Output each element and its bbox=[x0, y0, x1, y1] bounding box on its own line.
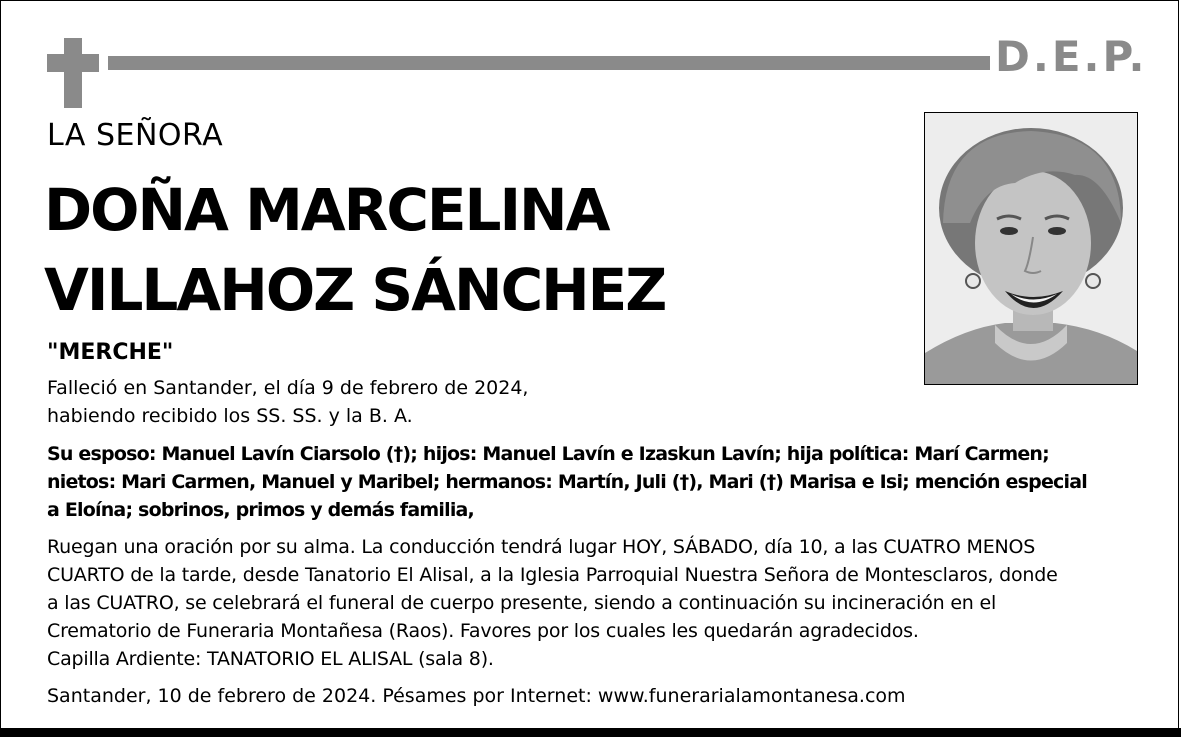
portrait-icon bbox=[925, 113, 1137, 384]
family-line: Su esposo: Manuel Lavín Ciarsolo (†); hijos: Manuel Lavín e Izaskun Lavín; hija política: Marí Carmen; bbox=[47, 443, 1049, 465]
nickname: "MERCHE" bbox=[47, 340, 174, 365]
service-details bbox=[47, 533, 1137, 673]
family-list bbox=[47, 440, 1137, 524]
death-notice bbox=[47, 374, 607, 430]
name-line-1: DOÑA MARCELINA bbox=[44, 176, 609, 244]
cross-icon bbox=[47, 38, 99, 108]
death-notice-line: Falleció en Santander, el día 9 de febrero de 2024, bbox=[47, 377, 529, 399]
service-line: Crematorio de Funeraria Montañesa (Raos). Favores por los cuales les quedarán agradecidos. bbox=[47, 620, 919, 642]
honorific: LA SEÑORA bbox=[47, 118, 224, 153]
header-rule bbox=[108, 56, 990, 70]
bottom-rule bbox=[0, 728, 1181, 737]
death-notice-line: habiendo recibido los SS. SS. y la B. A. bbox=[47, 405, 413, 427]
dep-label: D.E.P. bbox=[995, 32, 1148, 81]
footer-line: Santander, 10 de febrero de 2024. Pésames por Internet: www.funerarialamontanesa.com bbox=[47, 685, 906, 707]
service-line: Ruegan una oración por su alma. La conducción tendrá lugar HOY, SÁBADO, día 10, a las CUATRO MENOS bbox=[47, 536, 1036, 558]
family-line: a Eloína; sobrinos, primos y demás familia, bbox=[47, 499, 474, 521]
portrait-photo bbox=[924, 112, 1138, 385]
service-line: CUARTO de la tarde, desde Tanatorio El Alisal, a la Iglesia Parroquial Nuestra Señora de Montesclaros, donde bbox=[47, 564, 1058, 586]
service-line: Capilla Ardiente: TANATORIO EL ALISAL (sala 8). bbox=[47, 648, 494, 670]
deceased-name bbox=[44, 170, 665, 330]
family-line: nietos: Mari Carmen, Manuel y Maribel; hermanos: Martín, Juli (†), Mari (†) Marisa e Isi; mención especial bbox=[47, 471, 1087, 493]
name-line-2: VILLAHOZ SÁNCHEZ bbox=[44, 256, 666, 324]
service-line: a las CUATRO, se celebrará el funeral de cuerpo presente, siendo a continuación su incineración en el bbox=[47, 592, 997, 614]
